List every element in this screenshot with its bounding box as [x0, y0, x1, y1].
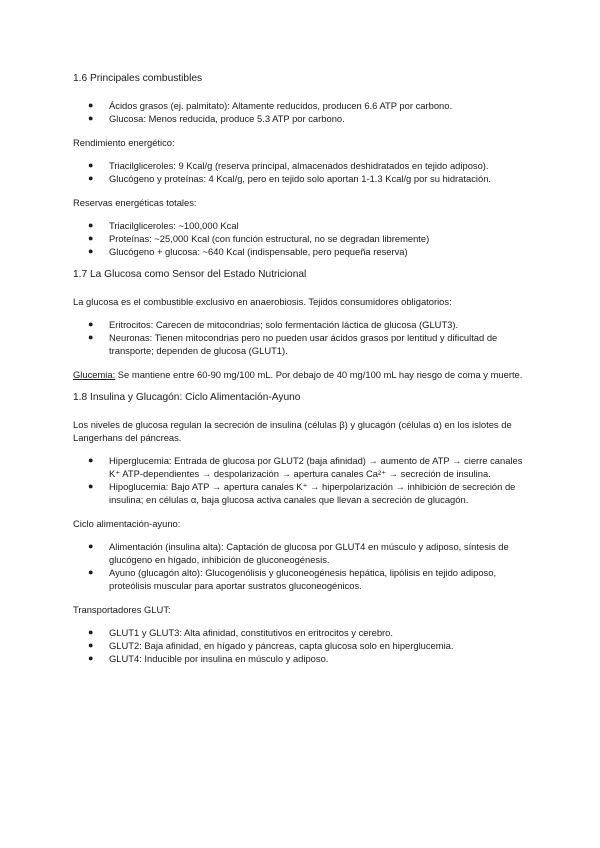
- reserves-label: Reservas energéticas totales:: [73, 197, 197, 208]
- bullet-icon: ●: [88, 319, 94, 329]
- glut-label: Transportadores GLUT:: [73, 604, 171, 615]
- bullet-icon: ●: [88, 455, 94, 465]
- glut-list: [73, 626, 533, 665]
- glycemia-text: Se mantiene entre 60-90 mg/100 mL. Por debajo de 40 mg/100 mL hay riesgo de coma y muerte.: [115, 369, 523, 380]
- document-page: [73, 72, 533, 665]
- bullet-icon: ●: [88, 541, 94, 551]
- bullet-icon: ●: [88, 100, 94, 110]
- cycle-list: [73, 540, 533, 592]
- fuels-list: [73, 99, 533, 125]
- list-item: ● Triacilgliceroles: 9 Kcal/g (reserva principal, almacenados deshidratados en tejido adiposo).: [88, 160, 489, 171]
- glycemia-response-list: [73, 454, 533, 506]
- section-1-7-intro: La glucosa es el combustible exclusivo en anaerobiosis. Tejidos consumidores obligatorios:: [73, 296, 452, 307]
- bullet-icon: ●: [88, 481, 94, 491]
- bullet-icon: ●: [88, 246, 94, 256]
- list-item: ● GLUT2: Baja afinidad, en hígado y páncreas, capta glucosa solo en hiperglucemia.: [88, 640, 454, 651]
- list-item: ● Glucógeno + glucosa: ~640 Kcal (indispensable, pero pequeña reserva): [88, 246, 408, 257]
- list-item: ● Glucógeno y proteínas: 4 Kcal/g, pero en tejido solo aportan 1-1.3 Kcal/g por su hidratación.: [88, 173, 492, 184]
- list-item: ● Hipoglucemia: Bajo ATP → apertura canales K⁺ → hiperpolarización → inhibición de secreción de insulina; en células α, baja glucosa activa canales que llevan a secreción de glucagón.: [88, 481, 516, 505]
- yield-label: Rendimiento energético:: [73, 137, 175, 148]
- list-item: ● Proteínas: ~25,000 Kcal (con función estructural, no se degradan libremente): [88, 233, 430, 244]
- yield-list: [73, 159, 533, 185]
- obligate-consumers-list: [73, 318, 533, 357]
- list-item: ● GLUT4: Inducible por insulina en músculo y adiposo.: [88, 653, 329, 664]
- bullet-icon: ●: [88, 233, 94, 243]
- section-1-8-intro: Los niveles de glucosa regulan la secreción de insulina (células β) y glucagón (células α) en los islotes de Langerhans del páncreas.: [73, 419, 512, 443]
- bullet-icon: ●: [88, 220, 94, 230]
- list-item: ● GLUT1 y GLUT3: Alta afinidad, constitutivos en eritrocitos y cerebro.: [88, 627, 393, 638]
- bullet-icon: ●: [88, 113, 94, 123]
- list-item: ● Ácidos grasos (ej. palmitato): Altamente reducidos, producen 6.6 ATP por carbono.: [88, 100, 453, 111]
- bullet-icon: ●: [88, 173, 94, 183]
- bullet-icon: ●: [88, 567, 94, 577]
- glycemia-label: Glucemia:: [73, 369, 116, 380]
- bullet-icon: ●: [88, 640, 94, 650]
- glycemia-paragraph: [73, 368, 533, 381]
- cycle-label: Ciclo alimentación-ayuno:: [73, 518, 181, 529]
- list-item: ● Eritrocitos: Carecen de mitocondrias; solo fermentación láctica de glucosa (GLUT3).: [88, 319, 459, 330]
- reserves-list: [73, 219, 533, 258]
- list-item: ● Alimentación (insulina alta): Captación de glucosa por GLUT4 en músculo y adiposo, síntesis de glucógeno en hígado, inhibición de gluconeogénesis.: [88, 541, 509, 565]
- bullet-icon: ●: [88, 160, 94, 170]
- section-1-6-title: 1.6 Principales combustibles: [73, 73, 203, 84]
- list-item: ● Hiperglucemia: Entrada de glucosa por GLUT2 (baja afinidad) → aumento de ATP → cierre canales K⁺ ATP-dependientes → despolarización → apertura canales Ca²⁺ → secreción de insulina.: [88, 455, 523, 479]
- bullet-icon: ●: [88, 653, 94, 663]
- list-item: ● Glucosa: Menos reducida, produce 5.3 ATP por carbono.: [88, 113, 345, 124]
- list-item: ● Ayuno (glucagón alto): Glucogenólisis y gluconeogénesis hepática, lipólisis en tejido adiposo, proteólisis muscular para aportar sustratos gluconeogénicos.: [88, 567, 497, 591]
- list-item: ● Neuronas: Tienen mitocondrias pero no pueden usar ácidos grasos por lentitud y dificultad de transporte; dependen de glucosa (GLUT1).: [88, 332, 498, 356]
- bullet-icon: ●: [88, 332, 94, 342]
- section-1-8-title: 1.8 Insulina y Glucagón: Ciclo Alimentación-Ayuno: [73, 392, 301, 403]
- section-1-7-title: 1.7 La Glucosa como Sensor del Estado Nutricional: [73, 269, 307, 280]
- list-item: ● Triacilgliceroles: ~100,000 Kcal: [88, 220, 239, 231]
- bullet-icon: ●: [88, 627, 94, 637]
